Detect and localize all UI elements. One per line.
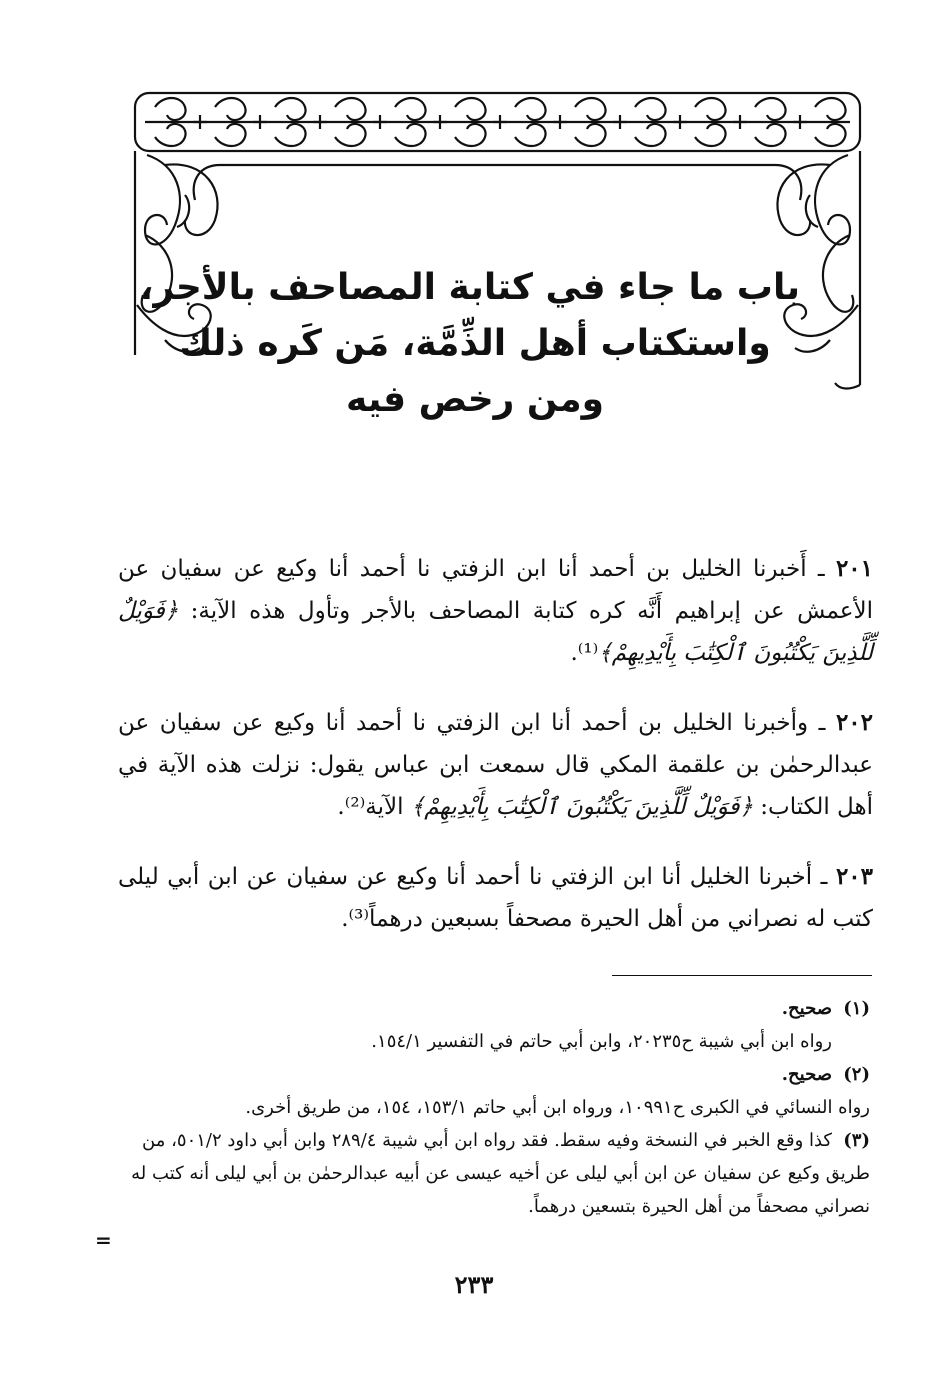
hadith-paragraph-201 [118, 548, 873, 674]
hadith-text: ـ وأخبرنا الخليل بن أحمد أنا ابن الزفتي نا أحمد أنا وكيع عن سفيان عن عبدالرحمٰن بن علقمة المكي قال سمعت ابن عباس يقول: نزلت هذه الآية في أهل الكتاب: [118, 710, 873, 820]
footnote-marker: (١) [843, 998, 870, 1019]
footnotes [110, 992, 870, 1223]
footnote-marker: (٣) [843, 1130, 870, 1151]
footnote-text: كذا وقع الخبر في النسخة وفيه سقط. فقد رواه ابن أبي شيبة ٢٨٩/٤ وابن أبي داود ٥٠١/٢، من طريق وكيع عن سفيان عن ابن أبي ليلى عن أخيه عيسى عن أبيه عبدالرحمٰن بن أبي ليلى أنه كتب له نصراني مصحفاً من أهل الحيرة بتسعين درهماً. [131, 1130, 870, 1217]
chapter-title-line-3: ومن رخص فيه [345, 379, 604, 420]
hadith-paragraph-203 [118, 856, 873, 940]
footnote-1 [110, 992, 870, 1058]
hadith-paragraph-202 [118, 702, 873, 828]
footnote-marker: (٢) [843, 1064, 870, 1085]
quran-verse: ﴿فَوَيْلٌ لِّلَّذِينَ يَكْتُبُونَ ٱلْكِتَٰبَ بِأَيْدِيهِمْ﴾ [118, 598, 873, 666]
footnote-heading: صحيح. [781, 1064, 832, 1085]
footnote-separator [612, 975, 872, 976]
footnote-heading: صحيح. [781, 998, 832, 1019]
chapter-title-line-2: واستكتاب أهل الذِّمَّة، مَن كَره ذلك [179, 323, 771, 364]
continuation-mark: = [95, 1228, 112, 1252]
hadith-text: ـ أَخبرنا الخليل بن أحمد أنا ابن الزفتي نا أحمد أنا وكيع عن سفيان عن الأعمش عن إبراهيم أَنَّه كره كتابة المصاحف بالأجر وتأول هذه الآية: [118, 556, 873, 624]
hadith-text: ـ أخبرنا الخليل أنا ابن الزفتي نا أحمد أنا وكيع عن سفيان عن ابن أبي ليلى كتب له نصراني من أهل الحيرة مصحفاً بسبعين درهماً⁽³⁾. [118, 864, 873, 932]
main-text [118, 548, 873, 968]
chapter-title-line-1: باب ما جاء في كتابة المصاحف بالأجر، [139, 267, 800, 308]
hadith-text-end: الآية⁽²⁾. [337, 794, 411, 820]
footnote-3 [110, 1124, 870, 1223]
chapter-title [139, 260, 800, 428]
footnote-text: رواه ابن أبي شيبة ح٢٠٢٣٥، وابن أبي حاتم في التفسير ١٥٤/١. [371, 1031, 832, 1052]
page-number: ٢٣٣ [454, 1270, 494, 1299]
hadith-number: ٢٠٢ [835, 709, 873, 736]
quran-verse: ﴿فَوَيْلٌ لِّلَّذِينَ يَكْتُبُونَ ٱلْكِتَٰبَ بِأَيْدِيهِمْ﴾ [410, 794, 753, 820]
footnote-text: رواه النسائي في الكبرى ح١٠٩٩١، ورواه ابن أبي حاتم ١٥٣/١، ١٥٤، من طريق أخرى. [245, 1097, 870, 1118]
hadith-text-end: ⁽¹⁾. [570, 640, 599, 666]
hadith-number: ٢٠٣ [835, 863, 873, 890]
hadith-number: ٢٠١ [835, 555, 873, 582]
footnote-2 [110, 1058, 870, 1124]
